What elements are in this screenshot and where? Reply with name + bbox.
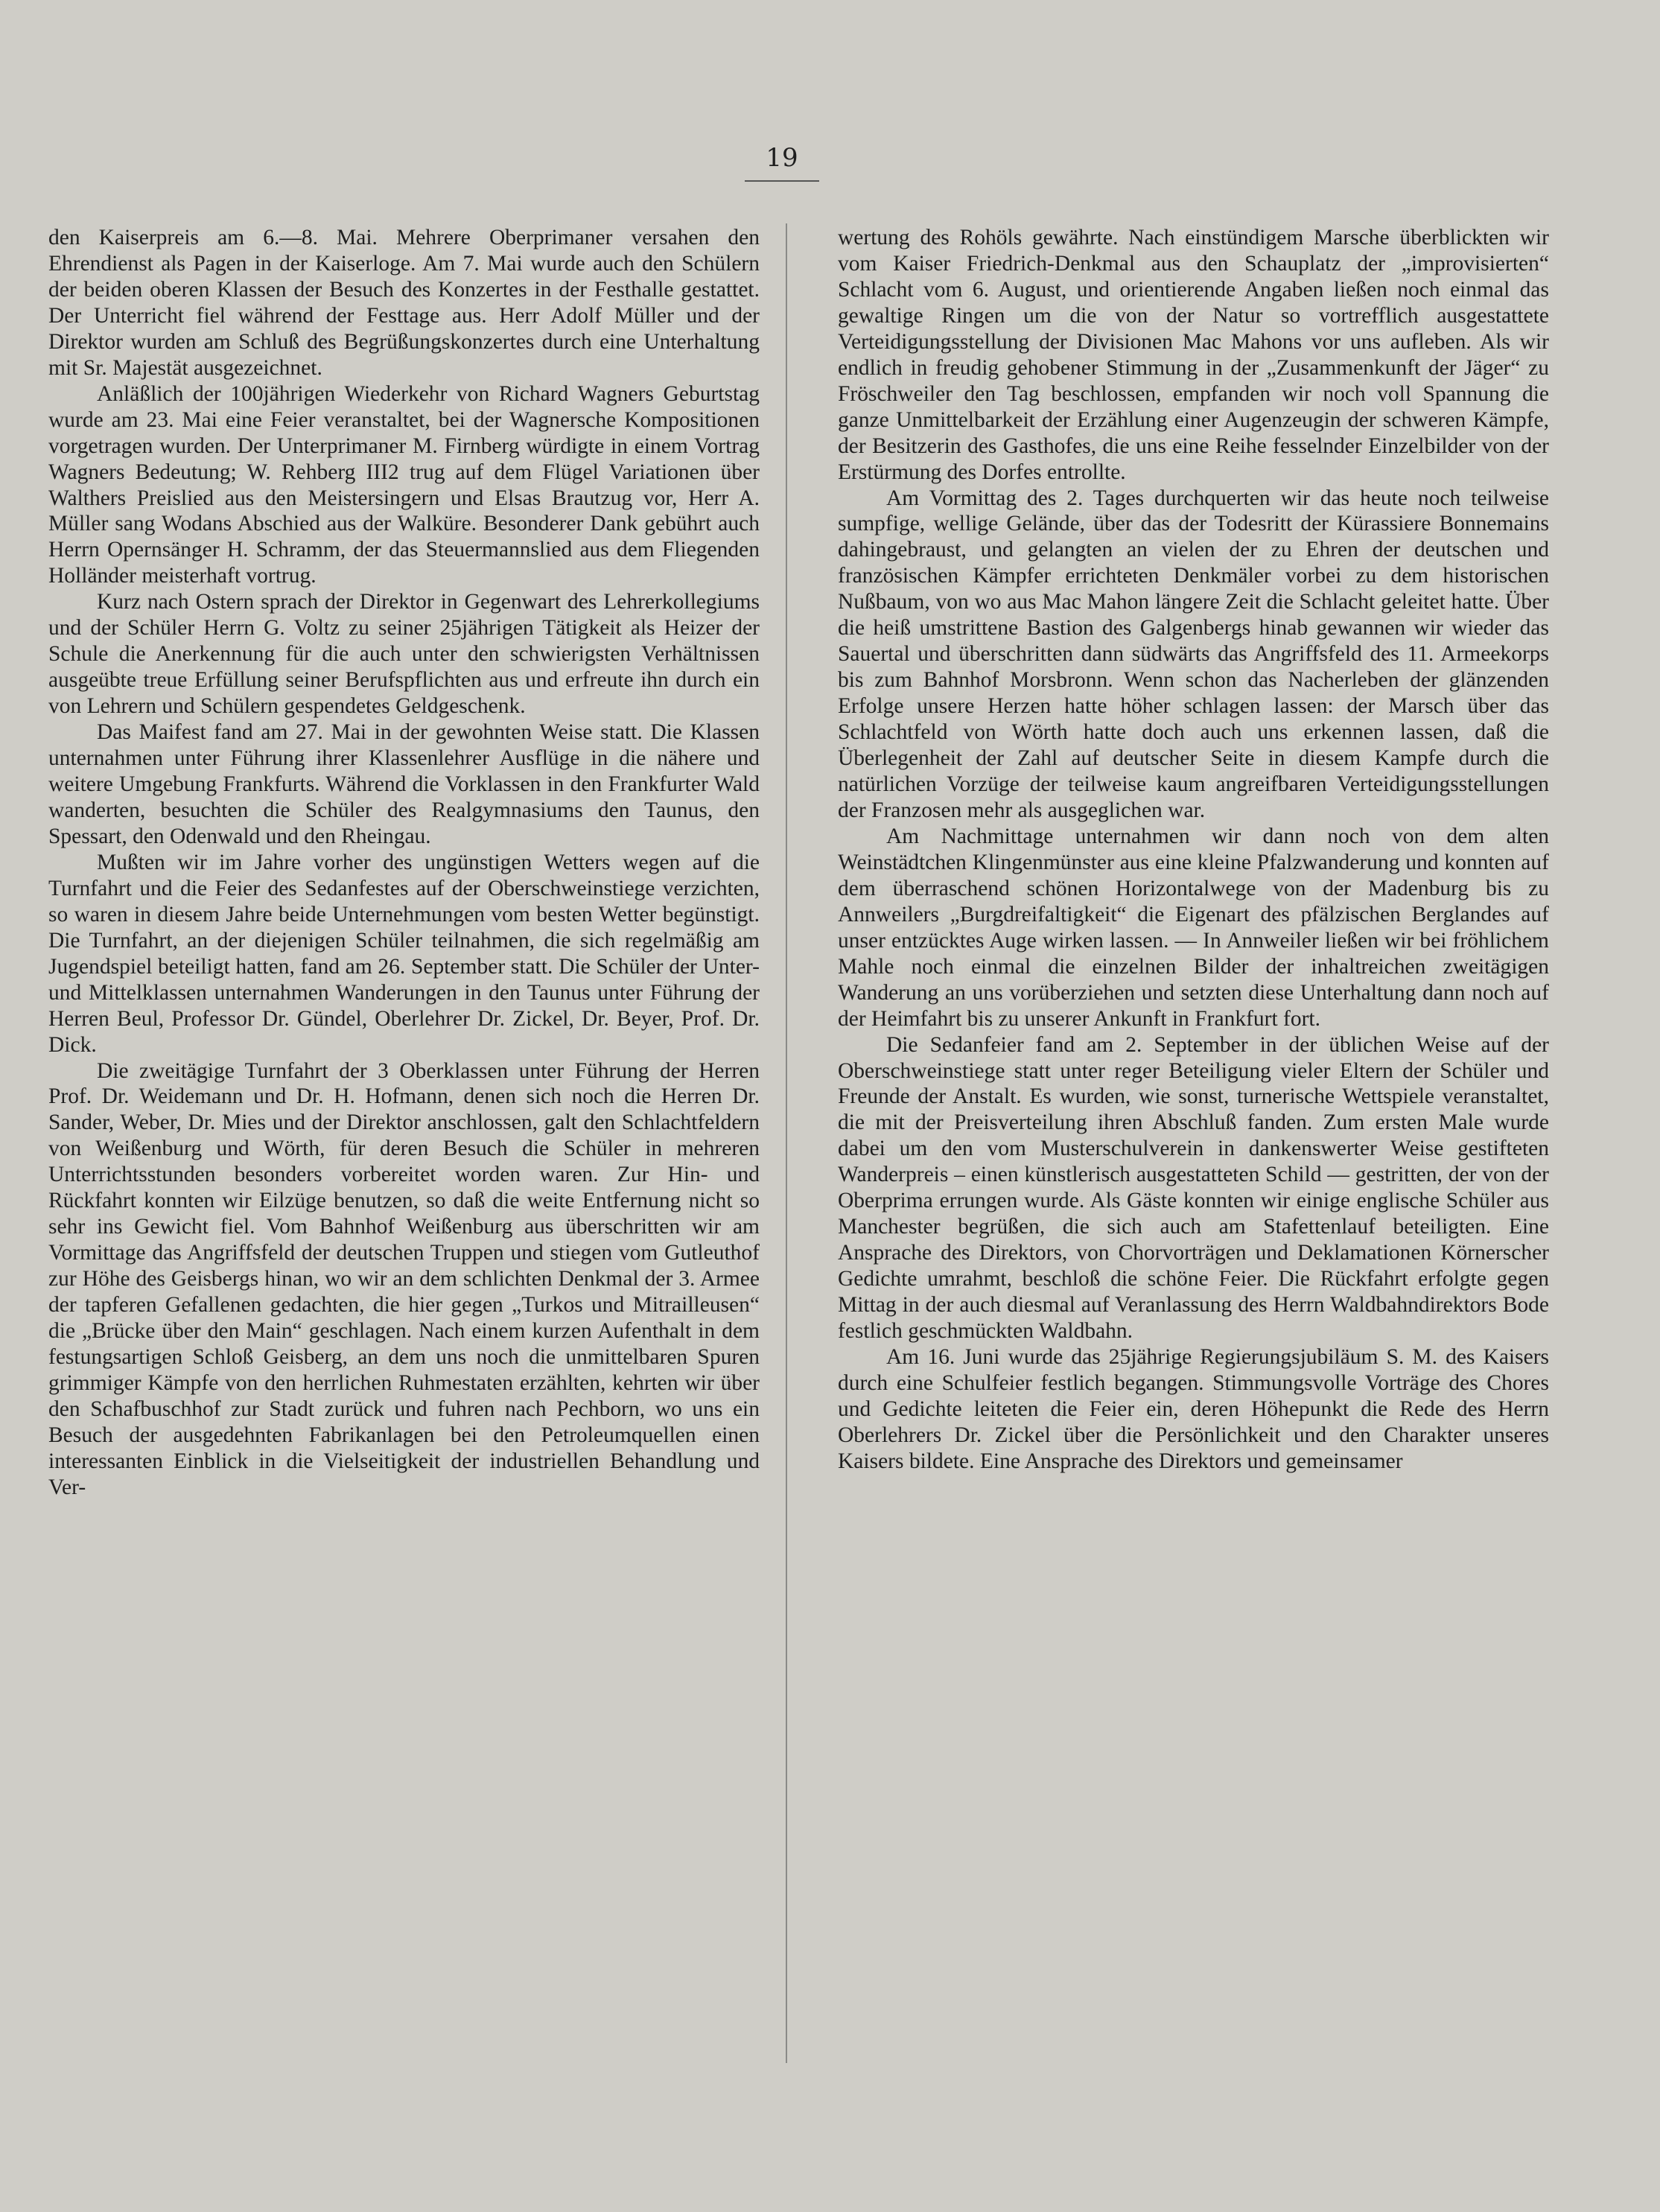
paragraph: Anläßlich der 100jährigen Wiederkehr von Richard Wagners Geburtstag wurde am 23. Mai eine Feier veranstaltet, bei der Wagnersche Kompositionen vorgetragen wurden. Der Unterprimaner M. Firnberg würdigte in einem Vortrag Wagners Bedeutung; W. Rehberg III2 trug auf dem Flügel Variationen über Walthers Preislied aus den Meistersingern und Elsas Brautzug vor, Herr A. Müller sang Wodans Abschied aus der Walküre. Besonderer Dank gebührt auch Herrn Opernsänger H. Schramm, der das Steuermannslied aus dem Fliegenden Holländer meisterhaft vortrug. (48, 381, 760, 588)
paragraph: Die Sedanfeier fand am 2. September in der üblichen Weise auf der Oberschweinstiege statt unter reger Beteiligung vieler Eltern der Schüler und Freunde der Anstalt. Es wurden, wie sonst, turnerische Wettspiele veranstaltet, die mit der Preisverteilung ihren Abschluß fanden. Zum ersten Male wurde dabei um den vom Musterschulverein in dankenswerter Weise gestifteten Wanderpreis – einen künstlerisch ausgestatteten Schild — gestritten, der von der Oberprima errungen wurde. Als Gäste konnten wir einige englische Schüler aus Manchester begrüßen, die sich auch am Stafettenlauf beteiligten. Eine Ansprache des Direktors, von Chorvorträgen und Deklamationen Körnerscher Gedichte umrahmt, beschloß die schöne Feier. Die Rückfahrt erfolgte gegen Mittag in der auch diesmal auf Veranlassung des Herrn Waldbahndirektors Bode festlich geschmückten Waldbahn. (838, 1032, 1549, 1344)
paragraph: Am Nachmittage unternahmen wir dann noch von dem alten Weinstädtchen Klingenmünster aus eine kleine Pfalzwanderung und konnten auf dem überraschend schönen Horizontalwege von der Madenburg bis zu Annweilers „Burgdreifaltigkeit“ die Eigenart des pfälzischen Berglandes auf unser entzücktes Auge wirken lassen. — In Annweiler ließen wir bei fröhlichem Mahle noch einmal die einzelnen Bilder der inhaltreichen zweitägigen Wanderung an uns vorüberziehen und setzten diese Unterhaltung dann noch auf der Heimfahrt bis zu unserer Ankunft in Frankfurt fort. (838, 824, 1549, 1031)
paragraph: wertung des Rohöls gewährte. Nach einstündigem Marsche überblickten wir vom Kaiser Friedrich-Denkmal aus den Schauplatz der „improvisierten“ Schlacht vom 6. August, und orientierende Angaben ließen noch einmal das gewaltige Ringen um die von der Natur so vortrefflich ausgestattete Verteidigungsstellung der Divisionen Mac Mahons vor uns aufleben. Als wir endlich in freudig gehobener Stimmung in der „Zusammenkunft der Jäger“ zu Fröschweiler den Tag beschlossen, empfanden wir noch voll Spannung die ganze Unmittelbarkeit der Erzählung einer Augenzeugin der schweren Kämpfe, der Besitzerin des Gasthofes, die uns eine Reihe fesselnder Einzelbilder von der Erstürmung des Dorfes entrollte. (838, 226, 1549, 484)
page-number-rule (745, 180, 819, 182)
paragraph: Am 16. Juni wurde das 25jährige Regierungsjubiläum S. M. des Kaisers durch eine Schulfeier festlich begangen. Stimmungsvolle Vorträge des Chores und Gedichte leiteten die Feier ein, deren Höhepunkt die Rede des Herrn Oberlehrers Dr. Zickel über die Persönlichkeit und den Charakter unseres Kaisers bildete. Eine Ansprache des Direktors und gemeinsamer (838, 1344, 1549, 1473)
paragraph: den Kaiserpreis am 6.—8. Mai. Mehrere Oberprimaner versahen den Ehrendienst als Pagen in der Kaiserloge. Am 7. Mai wurde auch den Schülern der beiden oberen Klassen der Besuch des Konzertes in der Festhalle gestattet. Der Unterricht fiel während der Festtage aus. Herr Adolf Müller und der Direktor wurden am Schluß des Begrüßungskonzertes durch eine Unterhaltung mit Sr. Majestät ausgezeichnet. (48, 226, 760, 380)
paragraph: Am Vormittag des 2. Tages durchquerten wir das heute noch teilweise sumpfige, wellige Gelände, über das der Todesritt der Kürassiere Bonnemains dahingebraust, und gelangten an vielen der zu Ehren der deutschen und französischen Kämpfer errichteten Denkmäler vorbei zu dem historischen Nußbaum, von wo aus Mac Mahon längere Zeit die Schlacht geleitet hatte. Über die heiß umstrittene Bastion des Galgenbergs hinab gewannen wir wieder das Sauertal und überschritten dann südwärts das Angriffsfeld des 11. Armeekorps bis zum Bahnhof Morsbronn. Wenn schon das Nacherleben der glänzenden Erfolge unsere Herzen hatte höher schlagen lassen: der Marsch über das Schlachtfeld von Wörth hatte doch auch uns erkennen lassen, daß die Überlegenheit der Zahl auf deutscher Seite in diesem Kampfe durch die natürlichen Vorzüge der teilweise kaum angreifbaren Verteidigungsstellungen der Franzosen mehr als ausgeglichen war. (838, 486, 1549, 822)
paragraph: Die zweitägige Turnfahrt der 3 Oberklassen unter Führung der Herren Prof. Dr. Weidemann und Dr. H. Hofmann, denen sich noch die Herren Dr. Sander, Weber, Dr. Mies und der Direktor anschlossen, galt den Schlachtfeldern von Weißenburg und Wörth, für deren Besuch die Schüler in mehreren Unterrichtsstunden besonders vorbereitet worden waren. Zur Hin- und Rückfahrt konnten wir Eilzüge benutzen, so daß die weite Entfernung nicht so sehr ins Gewicht fiel. Vom Bahnhof Weißenburg aus überschritten wir am Vormittage das Angriffsfeld der deutschen Truppen und stiegen vom Gutleuthof zur Höhe des Geisbergs hinan, wo wir an dem schlichten Denkmal der 3. Armee der tapferen Gefallenen gedachten, die hier gegen „Turkos und Mitrailleusen“ die „Brücke über den Main“ geschlagen. Nach einem kurzen Aufenthalt in dem festungsartigen Schloß Geisberg, an dem uns noch die unmittelbaren Spuren grimmiger Kämpfe von den herrlichen Ruhmestaten erzählten, kehrten wir über den Schafbuschhof zur Stadt zurück und fuhren nach Pechborn, wo uns ein Besuch der ausgedehnten Fabrikanlagen bei den Petroleumquellen einen interessanten Einblick in die Vielseitigkeit der industriellen Behandlung und Ver- (48, 1058, 760, 1499)
page-number: 19 (766, 143, 798, 173)
right-column (838, 225, 1549, 1475)
left-column (48, 225, 760, 1501)
paragraph: Mußten wir im Jahre vorher des ungünstigen Wetters wegen auf die Turnfahrt und die Feier des Sedanfestes auf der Oberschweinstiege verzichten, so waren in diesem Jahre beide Unternehmungen vom besten Wetter begünstigt. Die Turnfahrt, an der diejenigen Schüler teilnahmen, die sich regelmäßig am Jugendspiel beteiligt hatten, fand am 26. September statt. Die Schüler der Unter- und Mittelklassen unternahmen Wanderungen in den Taunus unter Führung der Herren Beul, Professor Dr. Gündel, Oberlehrer Dr. Zickel, Dr. Beyer, Prof. Dr. Dick. (48, 850, 760, 1057)
paragraph: Kurz nach Ostern sprach der Direktor in Gegenwart des Lehrerkollegiums und der Schüler Herrn G. Voltz zu seiner 25jährigen Tätigkeit als Heizer der Schule die Anerkennung für die auch unter den schwierigsten Verhältnissen ausgeübte treue Erfüllung seiner Berufspflichten aus und erfreute ihn durch ein von Lehrern und Schülern gespendetes Geldgeschenk. (48, 590, 760, 719)
paragraph: Das Maifest fand am 27. Mai in der gewohnten Weise statt. Die Klassen unternahmen unter Führung ihrer Klassenlehrer Ausflüge in die nähere und weitere Umgebung Frankfurts. Während die Vorklassen in den Frankfurter Wald wanderten, besuchten die Schüler des Realgymnasiums den Taunus, den Spessart, den Odenwald und den Rheingau. (48, 720, 760, 848)
column-divider (786, 223, 787, 2063)
